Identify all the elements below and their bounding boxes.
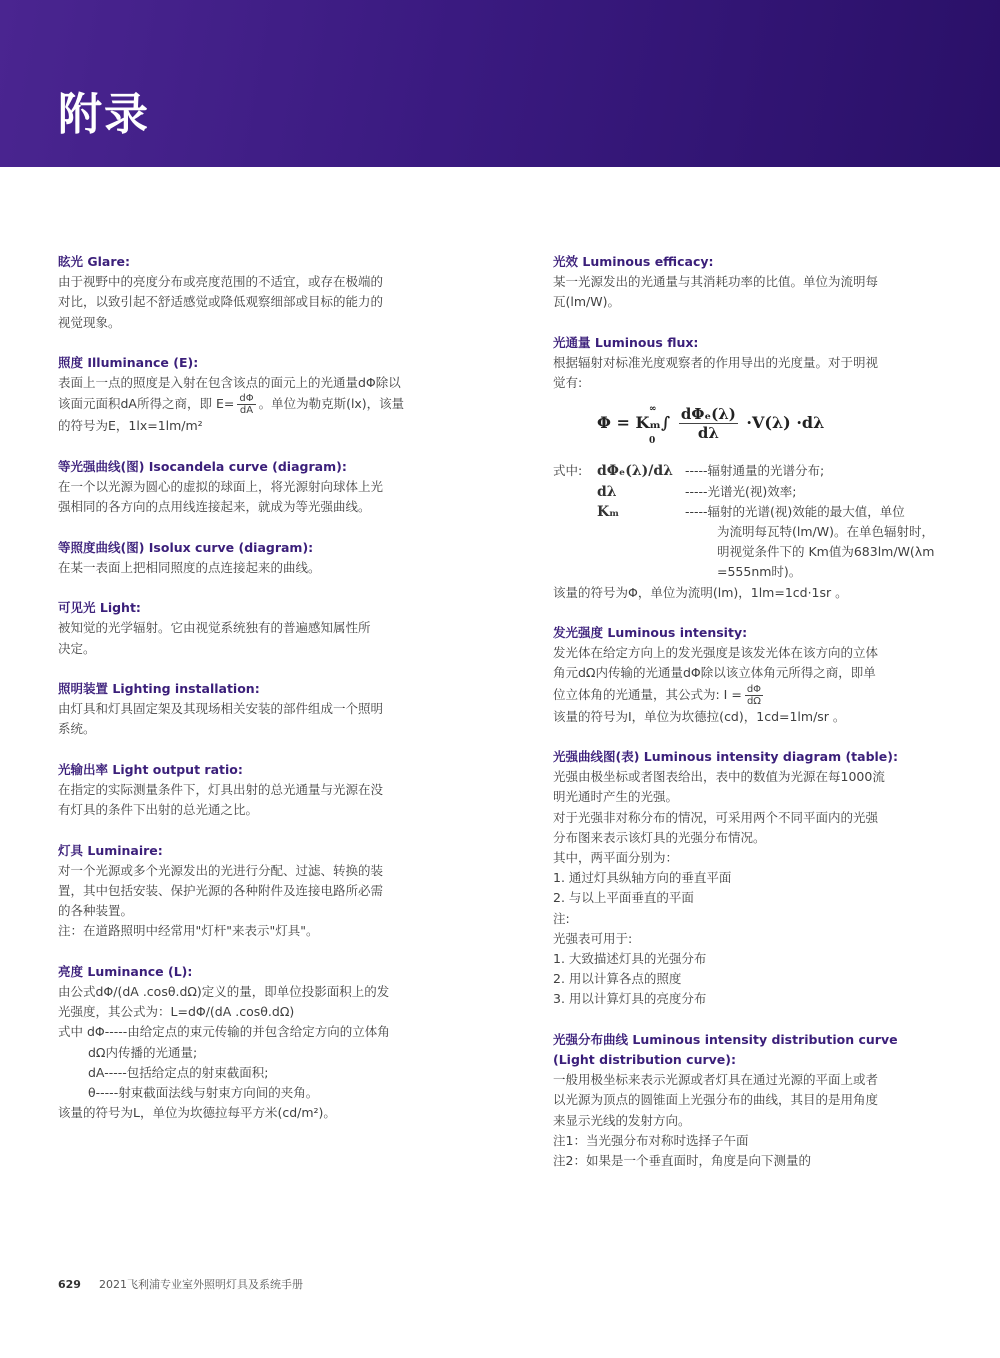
- distribution-line: 以光源为顶点的圆锥面上光强分布的曲线，其目的是用角度: [553, 1092, 879, 1108]
- installation-heading: 照明装置 Lighting installation:: [58, 680, 260, 696]
- diagram-line: 1. 大致描述灯具的光强分布: [553, 951, 707, 967]
- definition-continued: =555nm时)。: [717, 564, 802, 580]
- light-section: [58, 598, 418, 659]
- luminance-line: 式中 dΦ-----由给定点的束元传输的并包含给定方向的立体角: [58, 1024, 390, 1040]
- distribution-line: 注1：当光强分布对称时选择子午面: [553, 1132, 749, 1148]
- luminaire-note: 注：在道路照明中经常用"灯杆"来表示"灯具"。: [58, 923, 319, 939]
- definition-continued: 明视觉条件下的 Km值为683lm/W(λm: [717, 544, 935, 560]
- formula-fraction: [679, 405, 738, 442]
- formula-lower-limit: 0: [649, 436, 656, 447]
- diagram-line: 3. 用以计算灯具的亮度分布: [553, 991, 707, 1007]
- efficacy-line: 瓦(lm/W)。: [553, 294, 620, 310]
- formula-upper-limit: ∞: [649, 404, 657, 415]
- page-title: 附录: [58, 89, 150, 140]
- luminance-def-line: dA-----包括给定点的射束截面积;: [88, 1064, 269, 1080]
- diagram-heading: 光强曲线图(表) Luminous intensity diagram (table):: [553, 749, 899, 765]
- luminaire-line: 置，其中包括安装、保护光源的各种附件及连接电路所必需: [58, 882, 384, 898]
- intensity-heading: 发光强度 Luminous intensity:: [553, 625, 748, 641]
- header-banner: [0, 0, 1000, 167]
- intensity-line3: 位立体角的光通量，其公式为: I =: [553, 686, 742, 702]
- definition-term: Kₘ: [597, 503, 620, 520]
- lor-line: 在指定的实际测量条件下，灯具出射的总光通量与光源在没: [58, 781, 384, 797]
- flux-line: 该量的符号为Φ，单位为流明(lm)，1lm=1cd·1sr 。: [553, 584, 848, 600]
- installation-section: [58, 679, 418, 740]
- intensity-line: [553, 684, 945, 707]
- definition-continued: 为流明每瓦特(lm/W)。在单色辐射时，: [717, 524, 934, 540]
- formula-lhs: Φ = Kₘ∫: [597, 413, 671, 433]
- flux-line: 根据辐射对标准光度观察者的作用导出的光度量。对于明视: [553, 355, 879, 370]
- luminance-section: [58, 962, 418, 1124]
- diagram-line: 明光通时产生的光强。: [553, 789, 679, 805]
- glare-section: [58, 252, 418, 333]
- lor-line: 有灯具的条件下出射的总光通之比。: [58, 802, 259, 818]
- isolux-section: [58, 538, 418, 578]
- luminaire-section: [58, 841, 418, 942]
- luminance-def-line: dΩ内传播的光通量;: [88, 1044, 198, 1060]
- flux-line: 觉有:: [553, 375, 583, 391]
- fraction-numerator: dΦ: [746, 683, 762, 695]
- footer-title: 2021飞利浦专业室外照明灯具及系统手册: [98, 1278, 303, 1291]
- intensity-fraction: [745, 684, 763, 707]
- glare-line: 视觉现象。: [58, 314, 121, 330]
- lor-section: [58, 760, 418, 821]
- luminaire-line: 的各种装置。: [58, 903, 134, 919]
- definition-term: dΦₑ(λ)/dλ: [597, 463, 673, 480]
- right-column: [553, 252, 945, 1191]
- installation-line: 系统。: [58, 721, 96, 737]
- efficacy-heading: 光效 Luminous efficacy:: [553, 254, 714, 269]
- definition-desc: -----光谱光(视)效率;: [685, 483, 797, 499]
- distribution-line: 一般用极坐标来表示光源或者灯具在通过光源的平面上或者: [553, 1072, 879, 1088]
- fraction-denominator: dA: [239, 405, 254, 417]
- illuminance-line2-post: 。单位为勒克斯(lx)，该量: [258, 396, 405, 412]
- intensity-line: 角元dΩ内传输的光通量dΦ除以该立体角元所得之商，即单: [553, 665, 876, 681]
- distribution-heading: 光强分布曲线 Luminous intensity distribution curve: [553, 1031, 898, 1047]
- flux-formula: [553, 397, 945, 457]
- luminance-def-line: θ-----射束截面法线与射束方向间的夹角。: [88, 1085, 319, 1100]
- formula-denominator: dλ: [697, 424, 719, 443]
- isocandela-line: 在一个以光源为圆心的虚拟的球面上，将光源射向球体上光: [58, 479, 384, 494]
- lor-heading: 光输出率 Light output ratio:: [58, 761, 243, 777]
- distribution-heading: (Light distribution curve):: [553, 1052, 736, 1068]
- illuminance-line: 的符号为E，1lx=1lm/m²: [58, 418, 203, 434]
- formula-rhs: ·V(λ) ·dλ: [746, 413, 825, 433]
- isocandela-heading: 等光强曲线(图) Isocandela curve (diagram):: [58, 458, 347, 474]
- page-number: 629: [58, 1278, 81, 1291]
- diagram-line: 2. 用以计算各点的照度: [553, 971, 682, 987]
- diagram-line: 其中，两平面分别为：: [553, 850, 679, 866]
- diagram-line: 光强由极坐标或者图表给出，表中的数值为光源在每1000流: [553, 769, 885, 785]
- luminance-heading: 亮度 Luminance (L):: [58, 963, 193, 979]
- glare-line: 由于视野中的亮度分布或亮度范围的不适宜，或存在极端的: [58, 274, 384, 290]
- formula-numerator: dΦₑ(λ): [680, 405, 736, 424]
- diagram-line: 光强表可用于:: [553, 930, 633, 946]
- distribution-line: 注2：如果是一个垂直面时，角度是向下测量的: [553, 1153, 811, 1169]
- where-label: 式中:: [553, 463, 583, 479]
- glare-line: 对比，以致引起不舒适感觉或降低观察细部或目标的能力的: [58, 294, 384, 310]
- diagram-line: 注:: [553, 910, 570, 926]
- light-line: 被知觉的光学辐射。它由视觉系统独有的普遍感知属性所: [58, 620, 371, 636]
- diagram-section: [553, 747, 945, 1010]
- illuminance-section: [58, 353, 418, 437]
- flux-section: [553, 333, 945, 603]
- intensity-line: 该量的符号为I，单位为坎德拉(cd)，1cd=1lm/sr 。: [553, 708, 846, 724]
- illuminance-fraction: [237, 393, 255, 416]
- distribution-line: 来显示光线的发射方向。: [553, 1112, 691, 1128]
- efficacy-line: 某一光源发出的光通量与其消耗功率的比值。单位为流明每: [553, 274, 879, 290]
- light-heading: 可见光 Light:: [58, 600, 141, 616]
- flux-heading: 光通量 Luminous flux:: [553, 334, 699, 350]
- isolux-line: 在某一表面上把相同照度的点连接起来的曲线。: [58, 559, 321, 575]
- definition-row: [553, 482, 945, 502]
- illuminance-line: [58, 393, 418, 416]
- definition-row: [553, 502, 945, 522]
- isocandela-section: [58, 457, 418, 518]
- intensity-line: 发光体在给定方向上的发光强度是该发光体在该方向的立体: [553, 645, 879, 661]
- left-column: [58, 252, 418, 1144]
- luminaire-heading: 灯具 Luminaire:: [58, 842, 163, 858]
- flux-definitions: [553, 461, 945, 582]
- illuminance-line2-pre: 该面元面积dA所得之商，即 E=: [58, 396, 235, 412]
- luminaire-line: 对一个光源或多个光源发出的光进行分配、过滤、转换的装: [58, 862, 384, 878]
- definition-desc: -----辐射通量的光谱分布;: [685, 463, 825, 479]
- distribution-section: [553, 1030, 945, 1171]
- illuminance-line: 表面上一点的照度是入射在包含该点的面元上的光通量dΦ除以: [58, 375, 401, 391]
- efficacy-section: [553, 252, 945, 313]
- luminance-line: 由公式dΦ/(dA .cosθ.dΩ)定义的量，即单位投影面积上的发: [58, 983, 390, 999]
- diagram-line: 分布图来表示该灯具的光强分布情况。: [553, 829, 766, 845]
- diagram-line: 对于光强非对称分布的情况，可采用两个不同平面内的光强: [553, 809, 879, 825]
- installation-line: 由灯具和灯具固定架及其现场相关安装的部件组成一个照明: [58, 701, 384, 717]
- isocandela-line: 强相同的各方向的点用线连接起来，就成为等光强曲线。: [58, 499, 371, 515]
- flux-formula-expression: [597, 404, 825, 447]
- intensity-section: [553, 623, 945, 727]
- definition-desc: -----辐射的光谱(视)效能的最大值，单位: [685, 503, 905, 519]
- page-footer: [58, 1276, 303, 1292]
- fraction-denominator: dΩ: [746, 695, 761, 707]
- glare-heading: 眩光 Glare:: [58, 254, 130, 269]
- definition-row: [553, 461, 945, 481]
- diagram-line: 2. 与以上平面垂直的平面: [553, 890, 694, 906]
- isolux-heading: 等照度曲线(图) Isolux curve (diagram):: [58, 539, 314, 555]
- luminance-line: 该量的符号为L，单位为坎德拉每平方米(cd/m²)。: [58, 1105, 336, 1121]
- diagram-line: 1. 通过灯具纵轴方向的垂直平面: [553, 870, 732, 886]
- illuminance-heading: 照度 Illuminance (E):: [58, 355, 199, 370]
- definition-term: dλ: [597, 483, 617, 500]
- light-line: 决定。: [58, 640, 96, 656]
- luminance-line: 光强度，其公式为：L=dΦ/(dA .cosθ.dΩ): [58, 1004, 295, 1020]
- fraction-numerator: dΦ: [239, 393, 254, 405]
